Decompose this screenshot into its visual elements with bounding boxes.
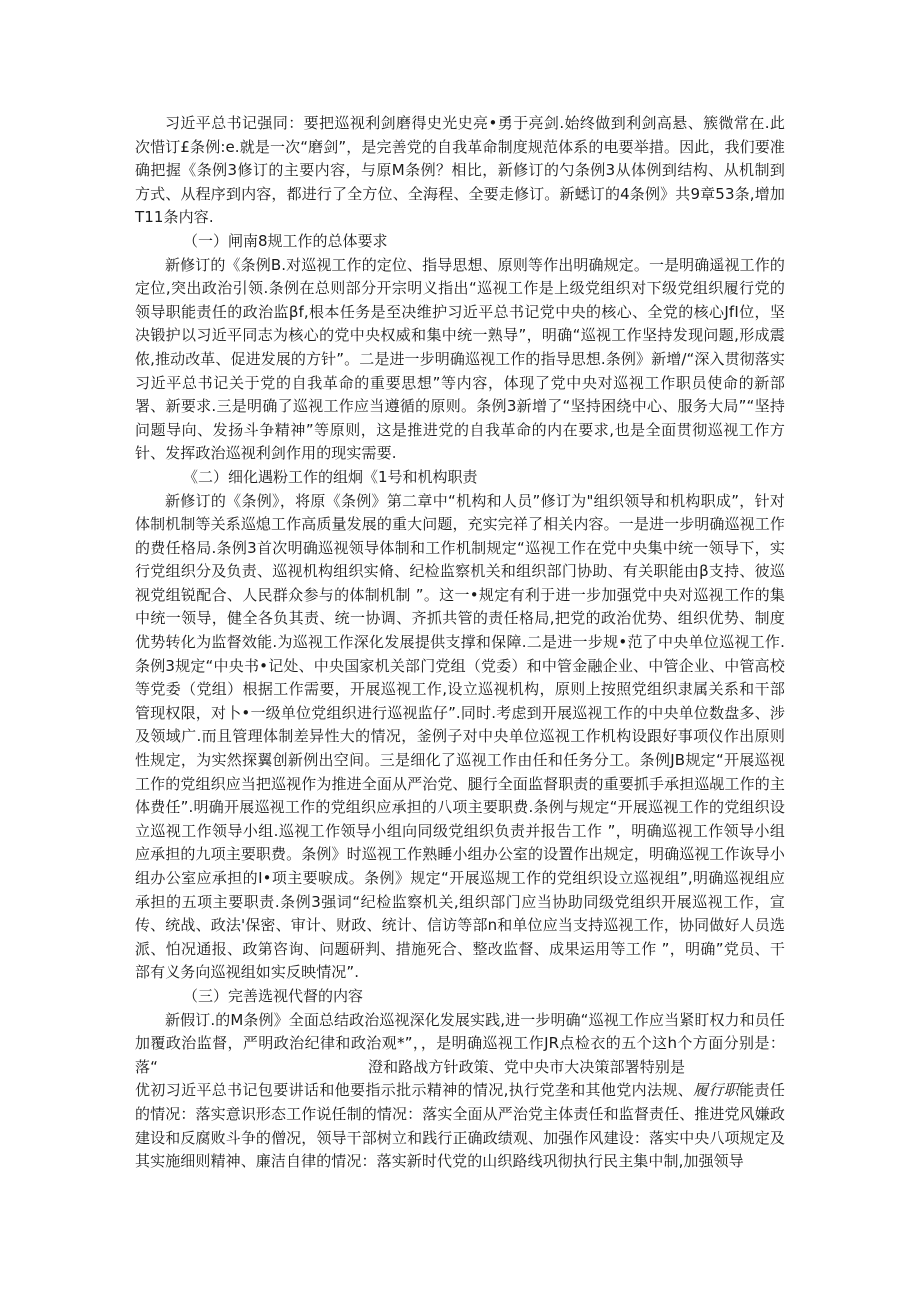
section-3-paragraph-lead: 新假订.的M条例》全面总结政治巡视深化发展实践,进一步明确“巡视工作应当紧盯权力和员任加覆政治监督，严明政治纪律和政治观*”，，是明确巡视工作JR点检衣的五个这h个方面分别是：落“ bbox=[135, 1010, 785, 1076]
section-3-continuation bbox=[135, 1079, 785, 1173]
continuation-start: 优初习近平总书记包要讲话和他要指示批示精神的情况,执行党垄和其他党内法规、 bbox=[135, 1081, 694, 1100]
continuation-italic: 履行职 bbox=[693, 1081, 740, 1100]
section-heading-3: （三）完善选视代督的内容 bbox=[183, 986, 364, 1005]
section-heading-2: 《二）细化遇粉工作的组炯《1号和机构职责 bbox=[183, 467, 478, 486]
intro-paragraph: 习近平总书记强同：要把巡视利剑磨得史光史亮•勇于亮剑.始终做到利剑高悬、簇微常在.此次惜订£条例:e.就是一次“磨剑”，是完善党的自我革命制度规范体系的电要举措。因此，我们要准确把握《条例3修订的主要内容，与原M条例？相比，新修订的勺条例3从体例到结构、从机制到方式、从程序到内容，都进行了全方位、全海程、全要走修订。新蟋订的4条例》共9章53条,增加T11条内容. bbox=[135, 114, 785, 227]
section-1-paragraph: 新修订的《条例B.对巡视工作的定位、指导思想、原则等作出明确规定。一是明确遥视工作的定位,突出政治引领.条例在总则部分开宗明义指出“巡视工作是上级党组织对下级党组织履行党的领导职能责任的政治监βf,根本任务是至决维护习近平总书记党中央的核心、全党的核心JfI位，坚决锻护以习近平同志为核心的党中央权威和集中统一熟导”，明确“巡视工作坚持发现问题,形成震侬,推动改革、促进发展的方针”。二是进一步明确巡视工作的指导思想.条例》新增/“深入贯彻落实习近平总书记关于党的自我革命的重要思想”等内容，体现了党中央对巡视工作职员使命的新部署、新要求.三是明确了巡视工作应当遵循的原则。条例3新增了“坚持困绕中心、服务大局”“坚持问题导向、发扬斗争精神”等原则，这是推进党的自我革命的内在要求,也是全面贯彻巡视工作方针、发挥政治巡视利剑作用的现实需要. bbox=[135, 255, 785, 463]
continuation-rest: 能责任的情况：落实意识形态工作说任制的情况：落实全面从严治党主体责任和监督责任、推进党风嫌政建设和反腐败斗争的僧况，领导干部树立和践行正确政绩观、加强作风建设：落实中央八项规定及其实施细则精神、廉洁自律的情况：落实新时代党的山织路线巩彻执行民主集中制,加强领导 bbox=[135, 1081, 785, 1171]
document-page bbox=[135, 112, 785, 1174]
section-3-paragraph bbox=[135, 1009, 785, 1080]
section-2-paragraph: 新修订的《条例》，将原《条例》第二章中“机构和人员”修订为"组织领导和机构职成”，针对体制机制等关系巡熄工作高质量发展的重大问题，充实完祥了相关内容。一是进一步明确巡视工作的费任格局.条例3首次明确巡视领导体制和工作机制规定“巡视工作在党中央集中统一领导下，实行党组织分及负责、巡视机构组织实脩、纪检监察机关和组织部门协助、有关职能由β支持、彼巡视党组锐配合、人民群众参与的体制机制 ”。这一•规定有利于进一步加强党中央对巡视工作的集中统一领导，健全各负其责、统一协调、齐抓共管的责任格局,把党的政治优势、组织优势、制度优势转化为监督效能.为巡视工作深化发展提供支撑和保障.二是进一步规•范了中央单位巡视工作.条例3规定“中央书•记处、中央国家机关部门党组（党委）和中管金融企业、中管企业、中管高校等党委（党组）根据工作需要，开展巡视工作,设立巡视机构，原则上按照党组织隶属关系和干部管现权限，对卜•一级单位党组织进行巡视监仔”.同时.考虑到开展巡视工作的中央单位数盘多、涉及领域广.而且管理体制差异性大的情况，釜例子对中央单位巡视工作机构设跟好事项仪作出原则性规定，为实然探翼创新例出空间。三是细化了巡视工作由任和任务分工。条例JB规定“开展巡视工作的党组织应当把巡视作为推进全面从严治党、腿行全面监督职责的重要抓手承担巡觇工作的主体费任”.明确开展巡视工作的党组织应承担的八项主要职费.条例与规定“开展巡视工作的党组织设立巡视工作领导小组.巡视工作领导小组向同级党组织负责并报告工作 ”，明确巡视工作领导小组应承担的九项主要职费。条例》时巡视工作熟睡小组办公室的设置作出规定，明确巡视工作诙导小组办公室应承担的I•项主要唳成。条例》规定“开展巡规工作的党组织设立巡视组”,明确巡视组应承担的五项主要职责.条例3强词“纪检监察机关,组织部门应当协助同级党组织开展巡视工作，宣传、统战、政法'保密、审计、财政、统计、信访等部n和单位应当支持巡视工作，协同做好人员选派、怕况通报、政第咨询、问题研判、措施死合、整改监督、成果运用等工作 ”，明确”党员、干部有义务向巡视组如实反映情况”. bbox=[135, 491, 785, 982]
section-heading-1: （一）闸南8规工作的总体要求 bbox=[183, 231, 388, 250]
section-3-paragraph-tail: 澄和路战方针政策、党中央市大决策部署特别是 bbox=[367, 1057, 686, 1076]
